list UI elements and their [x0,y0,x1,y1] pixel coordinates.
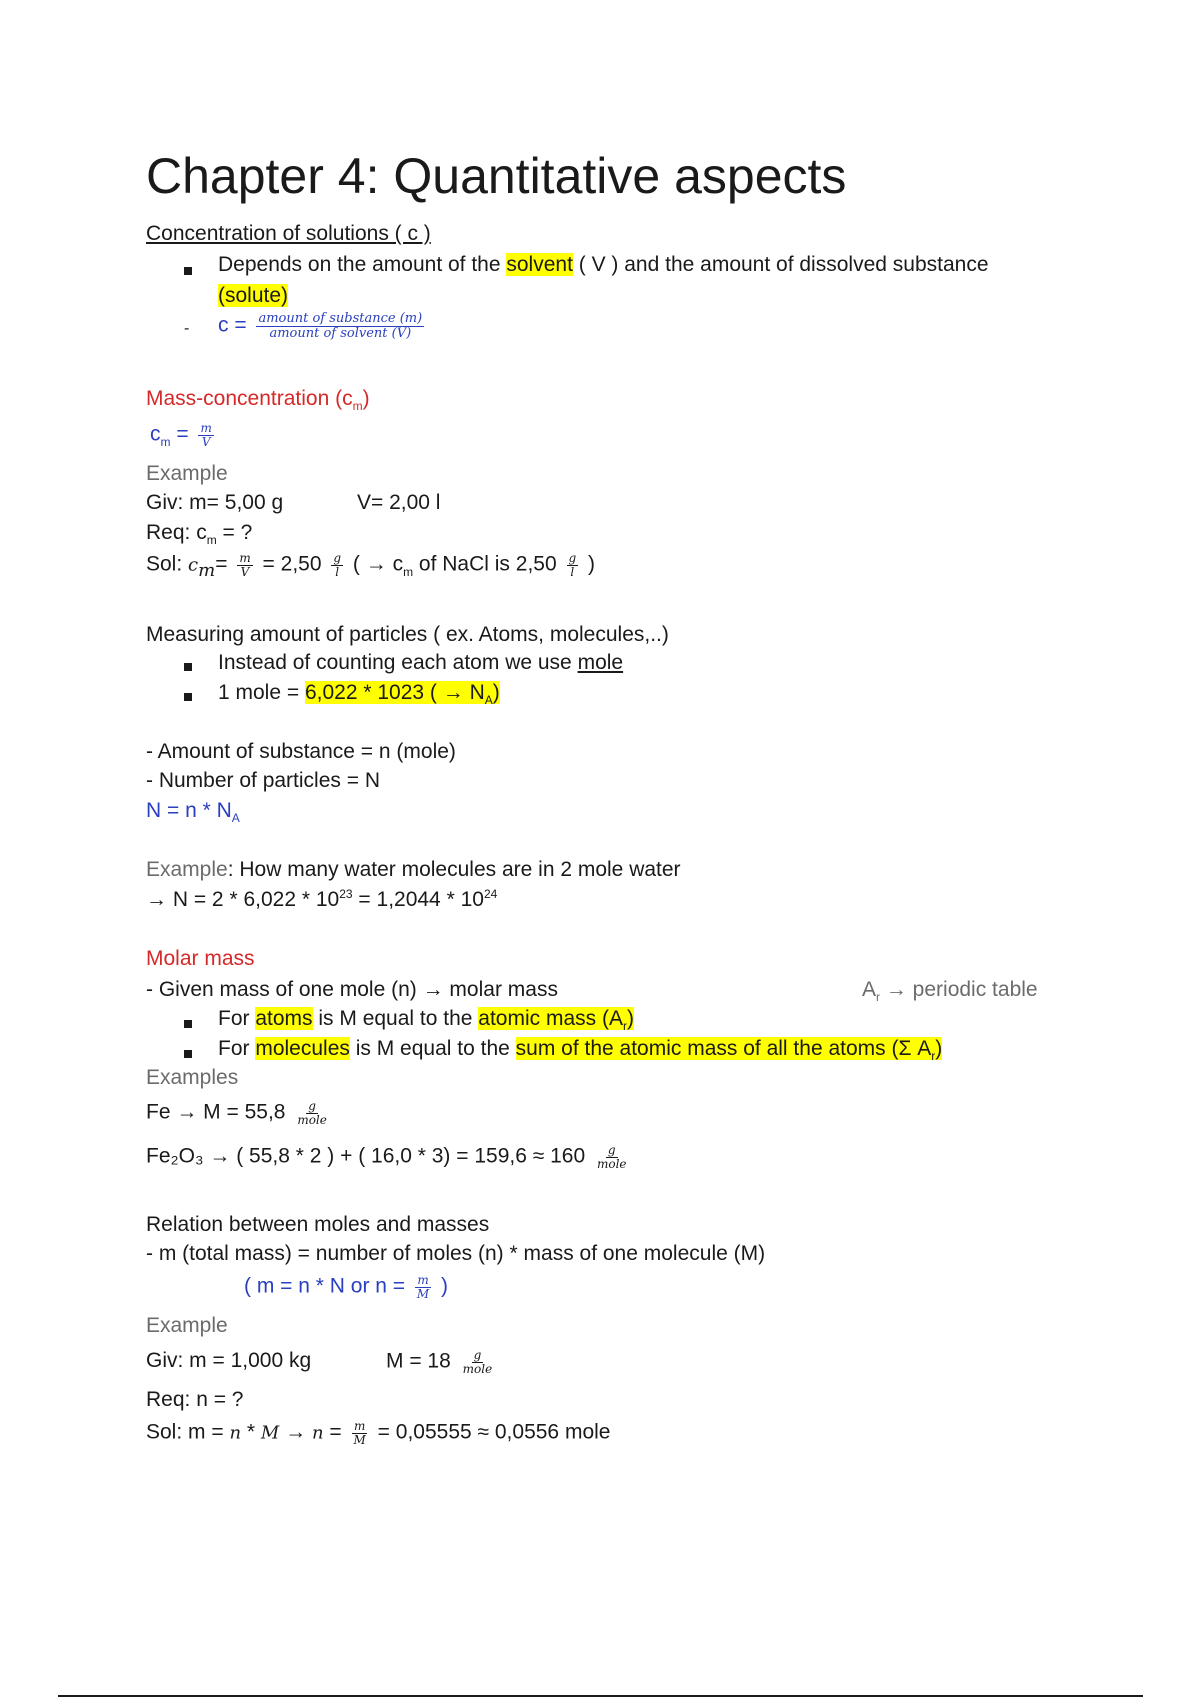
required-line: Req: $c_m$ = ? [146,521,253,548]
iron-oxide-molar-mass: Fe₂O₃ → ( 55,8 * 2 ) + ( 16,0 * 3) = 159,6 ≈ 160 $\frac{g}{\text{mole}}$ [146,1143,627,1171]
definition-line: - Given mass of one mole (n) → molar mass [146,978,558,1001]
page-title: Chapter 4: Quantitative aspects [146,148,847,204]
iron-molar-mass: Fe → M = 55,8 $\frac{g}{\text{mole}}$ [146,1099,327,1127]
page-bottom-rule [58,1695,1143,1697]
solution-line: Sol: $c_m=$ $\frac{m}{V}$ = 2,50 $\frac{g}{l}$ ( → $c_m$ of NaCl is 2,50 $\frac{g}{l}$ ) [146,551,596,581]
section-heading-mass-concentration: Mass-concentration $(c_m)$ [146,387,370,414]
section-heading-molar-mass: Molar mass [146,947,255,970]
example-label: Example [146,1314,228,1337]
concentration-formula: c = $\frac{\text{amount of substance (m)}}{\text{amount of solvent (V)}}$ [218,311,423,341]
mass-concentration-formula: $c_m$ = $\frac{m}{V}$ [150,421,212,449]
side-note: $A_r$ → periodic table [862,978,1038,1005]
given-mass: Giv: m = 1,000 kg [146,1349,312,1372]
section-heading-concentration: Concentration of solutions ( c ) [146,222,431,245]
given-volume: V= 2,00 l [357,491,441,514]
avogadro-formula: $N = n * N_A$ [146,799,240,826]
bullet-text: 1 mole = 6,022 * 1023 ( → $N_A$) [218,681,500,708]
bullet-icon [184,267,192,275]
required-line: Req: n = ? [146,1388,244,1411]
definition-line: - Amount of substance = n (mole) [146,740,456,763]
bullet-icon [184,693,192,701]
bullet-icon [184,663,192,671]
bullet-text: Instead of counting each atom we use mole [218,651,624,674]
bullet-text: Depends on the amount of the solvent ( V ) and the amount of dissolved substance [218,253,989,276]
bullet-icon [184,1020,192,1028]
dash-marker: - [184,320,190,337]
examples-label: Examples [146,1066,239,1089]
bullet-text-line2: (solute) [218,284,289,307]
section-heading-particles: Measuring amount of particles ( ex. Atoms, molecules,..) [146,623,669,646]
given-mass: Giv: m= 5,00 g [146,491,284,514]
definition-line: - Number of particles = N [146,769,380,792]
section-heading-relation: Relation between moles and masses [146,1213,490,1236]
relation-formula: ( m = n * N or n = $\frac{m}{M}$ ) [244,1273,449,1301]
bullet-text: For atoms is M equal to the atomic mass $(A_r)$ [218,1007,634,1034]
example-label: Example [146,462,228,485]
example-line: Example: How many water molecules are in 2 mole water [146,858,681,881]
bullet-text: For molecules is M equal to the sum of the atomic mass of all the atoms (Σ $A_r$) [218,1037,943,1064]
calculation-line: → $N = 2 * 6,022 * 10^{23} = 1,2044 * 10^{24}$ [146,887,498,911]
bullet-icon [184,1050,192,1058]
solution-line: Sol: m = n * M → n = $\frac{m}{M}$ = 0,05555 ≈ 0,0556 mole [146,1419,611,1447]
definition-line: - m (total mass) = number of moles (n) * mass of one molecule (M) [146,1242,766,1265]
given-molar-mass: M = 18 $\frac{g}{\text{mole}}$ [386,1348,493,1376]
